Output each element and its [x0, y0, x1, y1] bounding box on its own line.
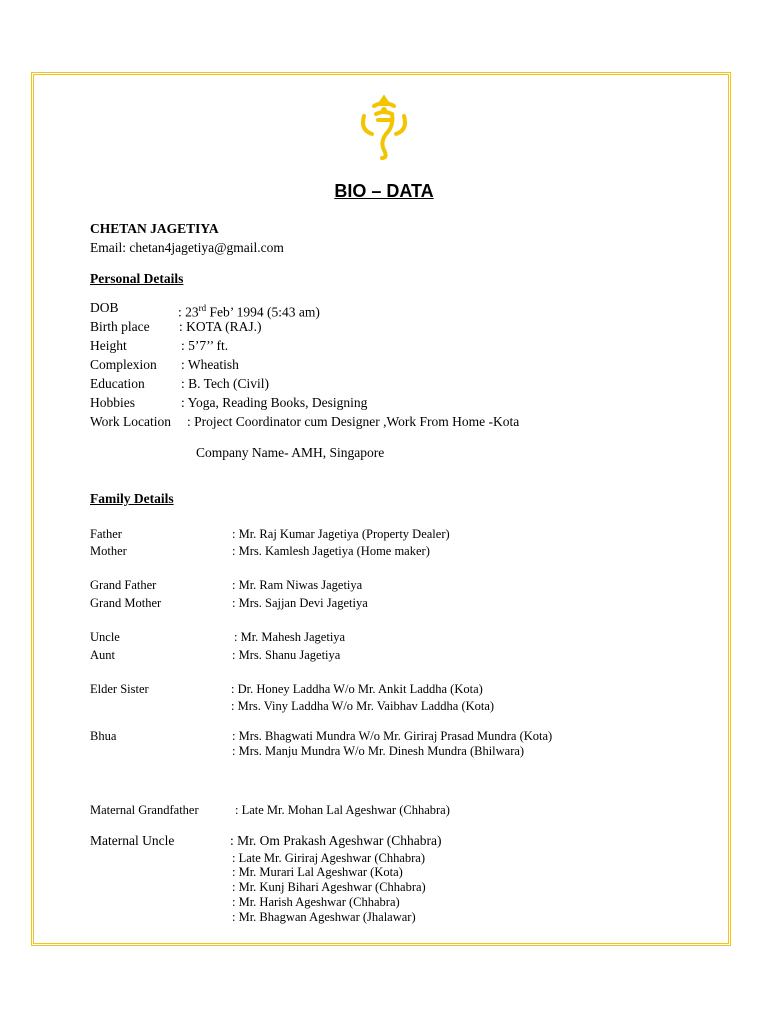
complexion-value: : Wheatish [181, 357, 239, 372]
uncle-value: : Mr. Mahesh Jagetiya [234, 630, 346, 644]
bhua-value: : Mrs. Bhagwati Mundra W/o Mr. Giriraj Prasad Mundra (Kota) [232, 729, 553, 743]
aunt-label: Aunt [90, 648, 115, 662]
work-location-label: Work Location [90, 414, 172, 429]
personal-details-heading: Personal Details [90, 271, 184, 286]
work-location-value: : Project Coordinator cum Designer ,Work From Home -Kota [187, 414, 520, 429]
mother-label: Mother [90, 544, 127, 558]
family-details-heading: Family Details [90, 491, 174, 506]
father-value: : Mr. Raj Kumar Jagetiya (Property Dealer) [232, 527, 450, 541]
maternal-uncle-value: : Mr. Harish Ageshwar (Chhabra) [232, 895, 400, 909]
dob-value: : 23rd Feb’ 1994 (5:43 am) [178, 303, 320, 320]
page-title: BIO – DATA [334, 181, 434, 201]
dob-label: DOB [90, 300, 119, 315]
maternal-grandfather-value: : Late Mr. Mohan Lal Ageshwar (Chhabra) [235, 803, 450, 817]
person-name: CHETAN JAGETIYA [90, 221, 219, 236]
maternal-uncle-value: : Late Mr. Giriraj Ageshwar (Chhabra) [232, 851, 425, 865]
education-label: Education [90, 376, 145, 391]
hobbies-value: : Yoga, Reading Books, Designing [181, 395, 368, 410]
birth-place-label: Birth place [90, 319, 150, 334]
birth-place-value: : KOTA (RAJ.) [179, 319, 262, 334]
bhua-value: : Mrs. Manju Mundra W/o Mr. Dinesh Mundra (Bhilwara) [232, 744, 525, 758]
education-value: : B. Tech (Civil) [181, 376, 270, 391]
height-label: Height [90, 338, 127, 353]
grand-father-label: Grand Father [90, 578, 157, 592]
elder-sister-value: : Dr. Honey Laddha W/o Mr. Ankit Laddha (Kota) [231, 682, 483, 696]
maternal-uncle-label: Maternal Uncle [90, 833, 175, 848]
maternal-uncle-value: : Mr. Bhagwan Ageshwar (Jhalawar) [232, 910, 416, 924]
elder-sister-value: : Mrs. Viny Laddha W/o Mr. Vaibhav Laddha (Kota) [231, 699, 495, 713]
grand-mother-value: : Mrs. Sajjan Devi Jagetiya [232, 596, 368, 610]
company-name: Company Name- AMH, Singapore [196, 445, 385, 460]
hobbies-label: Hobbies [90, 395, 135, 410]
grand-mother-label: Grand Mother [90, 596, 162, 610]
email-line: Email: chetan4jagetiya@gmail.com [90, 240, 284, 255]
grand-father-value: : Mr. Ram Niwas Jagetiya [232, 578, 363, 592]
height-value: : 5’7’’ ft. [181, 338, 229, 353]
maternal-grandfather-label: Maternal Grandfather [90, 803, 199, 817]
bhua-label: Bhua [90, 729, 117, 743]
elder-sister-label: Elder Sister [90, 682, 149, 696]
maternal-uncle-value: : Mr. Murari Lal Ageshwar (Kota) [232, 865, 403, 879]
mother-value: : Mrs. Kamlesh Jagetiya (Home maker) [232, 544, 430, 558]
aunt-value: : Mrs. Shanu Jagetiya [232, 648, 341, 662]
father-label: Father [90, 527, 122, 541]
maternal-uncle-value: : Mr. Om Prakash Ageshwar (Chhabra) [230, 833, 442, 848]
ganesha-logo-icon [356, 90, 412, 162]
uncle-label: Uncle [90, 630, 120, 644]
maternal-uncle-value: : Mr. Kunj Bihari Ageshwar (Chhabra) [232, 880, 426, 894]
complexion-label: Complexion [90, 357, 157, 372]
